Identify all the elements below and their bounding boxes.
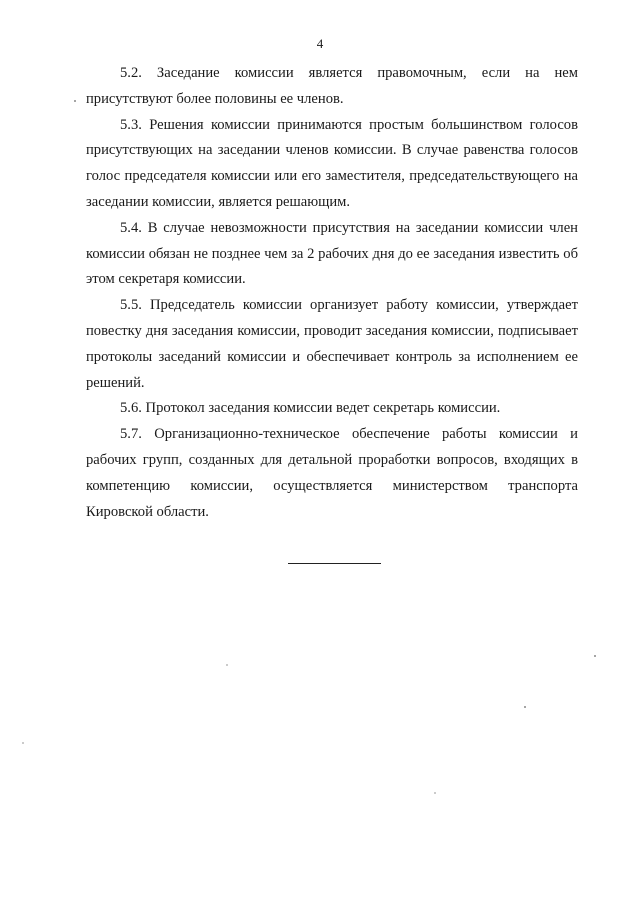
paragraph-5-3: 5.3. Решения комиссии принимаются простым большинством голосов присутствующих на заседании членов комиссии. В случае равенства голосов голос председателя комиссии или его заместителя, председательствующего на заседании комиссии, является решающим. xyxy=(86,116,578,210)
scan-speck xyxy=(434,792,436,794)
page-number: 4 xyxy=(316,36,324,51)
scan-speck xyxy=(74,100,76,102)
scan-speck xyxy=(524,706,526,708)
scan-speck xyxy=(22,742,24,744)
paragraph-5-2: 5.2. Заседание комиссии является правомочным, если на нем присутствуют более половины ее членов. xyxy=(86,65,578,107)
end-of-text-rule xyxy=(288,563,381,564)
paragraph-5-7: 5.7. Организационно-техническое обеспечение работы комиссии и рабочих групп, созданных для детальной проработки вопросов, входящих в компетенцию комиссии, осуществляется министерством транспорта Кировской области. xyxy=(86,426,578,520)
scan-speck xyxy=(594,655,596,657)
scan-speck xyxy=(226,664,228,666)
document-body xyxy=(86,61,578,525)
paragraph-5-6: 5.6. Протокол заседания комиссии ведет секретарь комиссии. xyxy=(120,400,501,417)
paragraph-5-5: 5.5. Председатель комиссии организует работу комиссии, утверждает повестку дня заседания комиссии, проводит заседания комиссии, подписывает протоколы заседаний комиссии и обеспечивает контроль за исполнением ее решений. xyxy=(86,297,578,391)
paragraph-5-4: 5.4. В случае невозможности присутствия на заседании комиссии член комиссии обязан не позднее чем за 2 рабочих дня до ее заседания известить об этом секретаря комиссии. xyxy=(86,219,578,288)
